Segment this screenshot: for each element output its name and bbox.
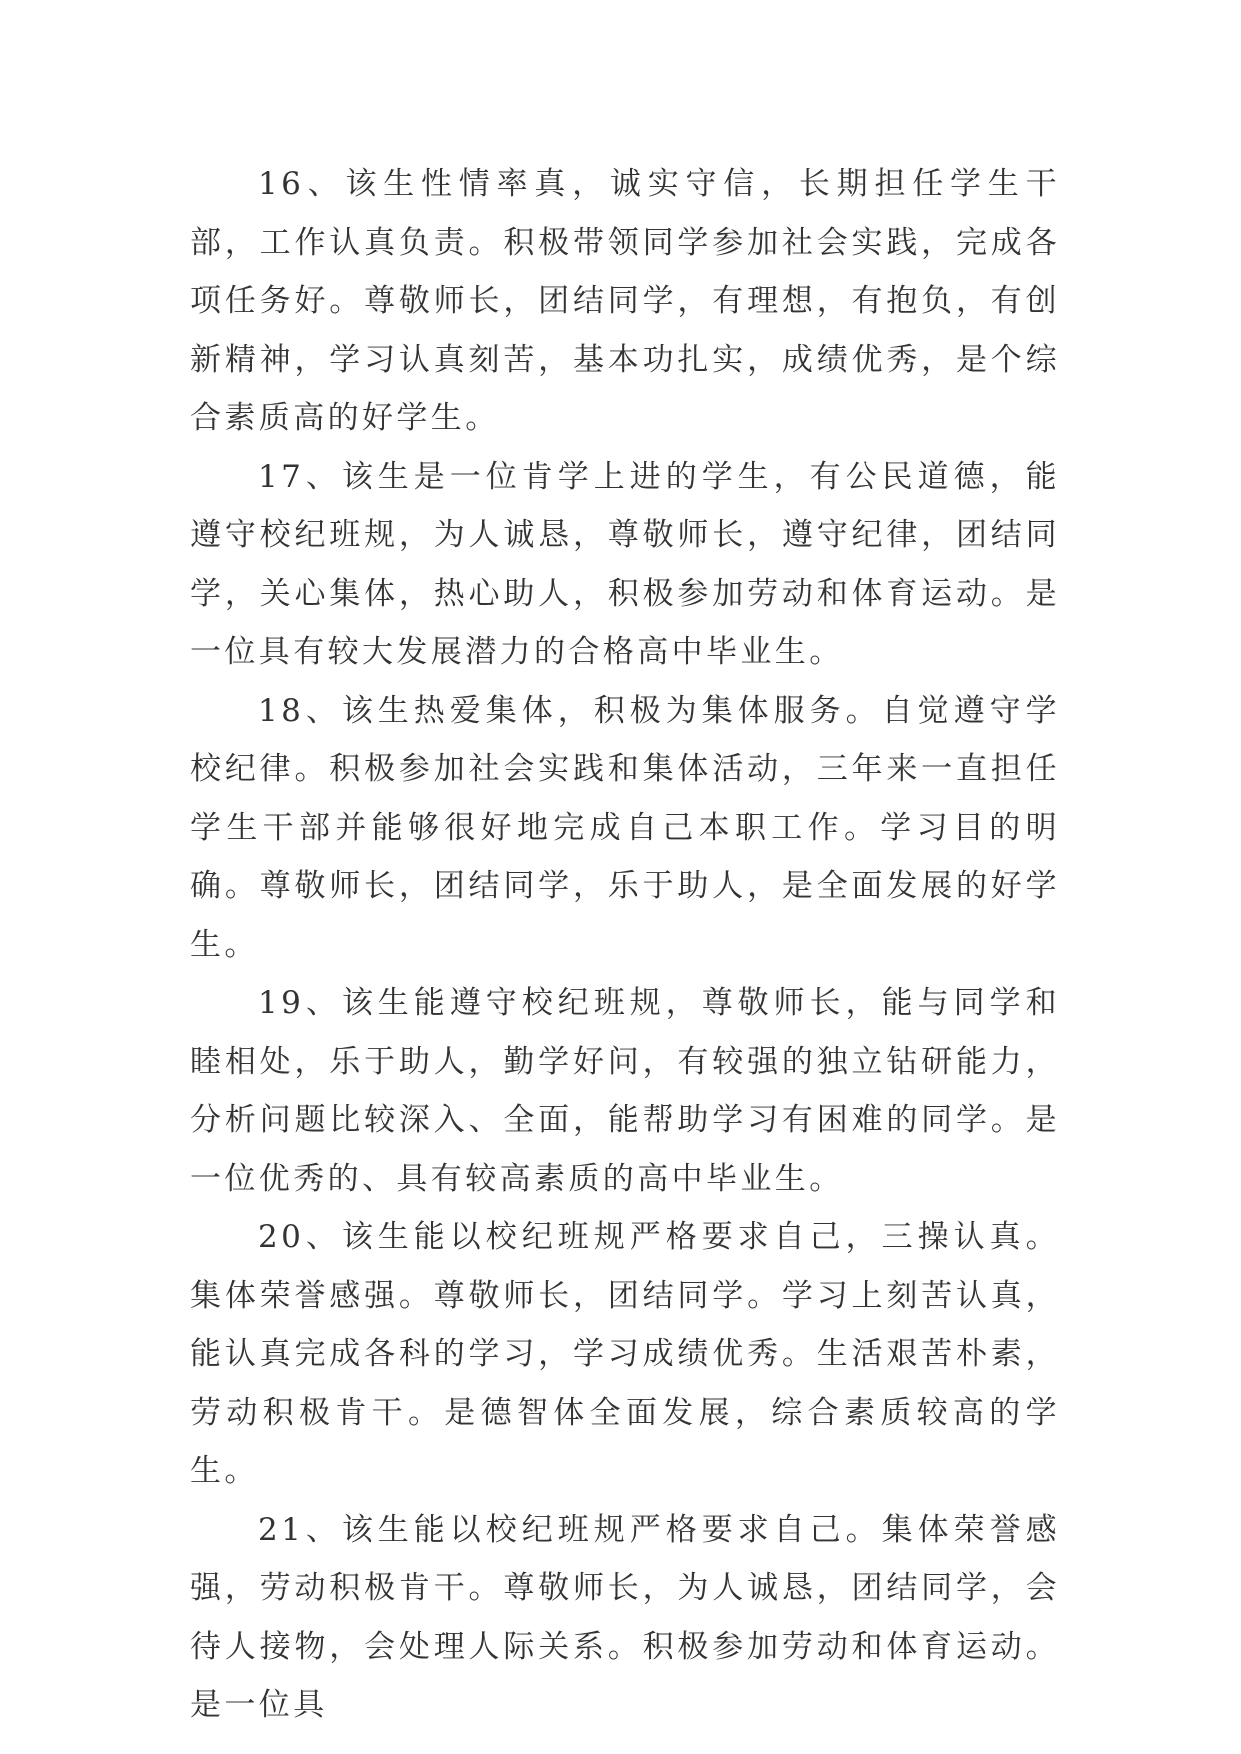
paragraph-18: 18、该生热爱集体，积极为集体服务。自觉遵守学校纪律。积极参加社会实践和集体活动，三年来一直担任学生干部并能够很好地完成自己本职工作。学习目的明确。尊敬师长，团结同学，乐于助人，是全面发展的好学生。 bbox=[190, 692, 1060, 963]
paragraph-21: 21、该生能以校纪班规严格要求自己。集体荣誉感强，劳动积极肯干。尊敬师长，为人诚恳，团结同学，会待人接物，会处理人际关系。积极参加劳动和体育运动。是一位具 bbox=[190, 1511, 1060, 1723]
paragraph-19: 19、该生能遵守校纪班规，尊敬师长，能与同学和睦相处，乐于助人，勤学好问，有较强的独立钻研能力，分析问题比较深入、全面，能帮助学习有困难的同学。是一位优秀的、具有较高素质的高中毕业生。 bbox=[190, 985, 1060, 1197]
paragraph-16: 16、该生性情率真，诚实守信，长期担任学生干部，工作认真负责。积极带领同学参加社会实践，完成各项任务好。尊敬师长，团结同学，有理想，有抱负，有创新精神，学习认真刻苦，基本功扎实，成绩优秀，是个综合素质高的好学生。 bbox=[190, 166, 1060, 436]
paragraph-17: 17、该生是一位肯学上进的学生，有公民道德，能遵守校纪班规，为人诚恳，尊敬师长，遵守纪律，团结同学，关心集体，热心助人，积极参加劳动和体育运动。是一位具有较大发展潜力的合格高中毕业生。 bbox=[190, 458, 1060, 670]
document-body bbox=[190, 155, 1060, 1735]
paragraph-20: 20、该生能以校纪班规严格要求自己，三操认真。集体荣誉感强。尊敬师长，团结同学。学习上刻苦认真，能认真完成各科的学习，学习成绩优秀。生活艰苦朴素，劳动积极肯干。是德智体全面发展，综合素质较高的学生。 bbox=[190, 1219, 1060, 1489]
